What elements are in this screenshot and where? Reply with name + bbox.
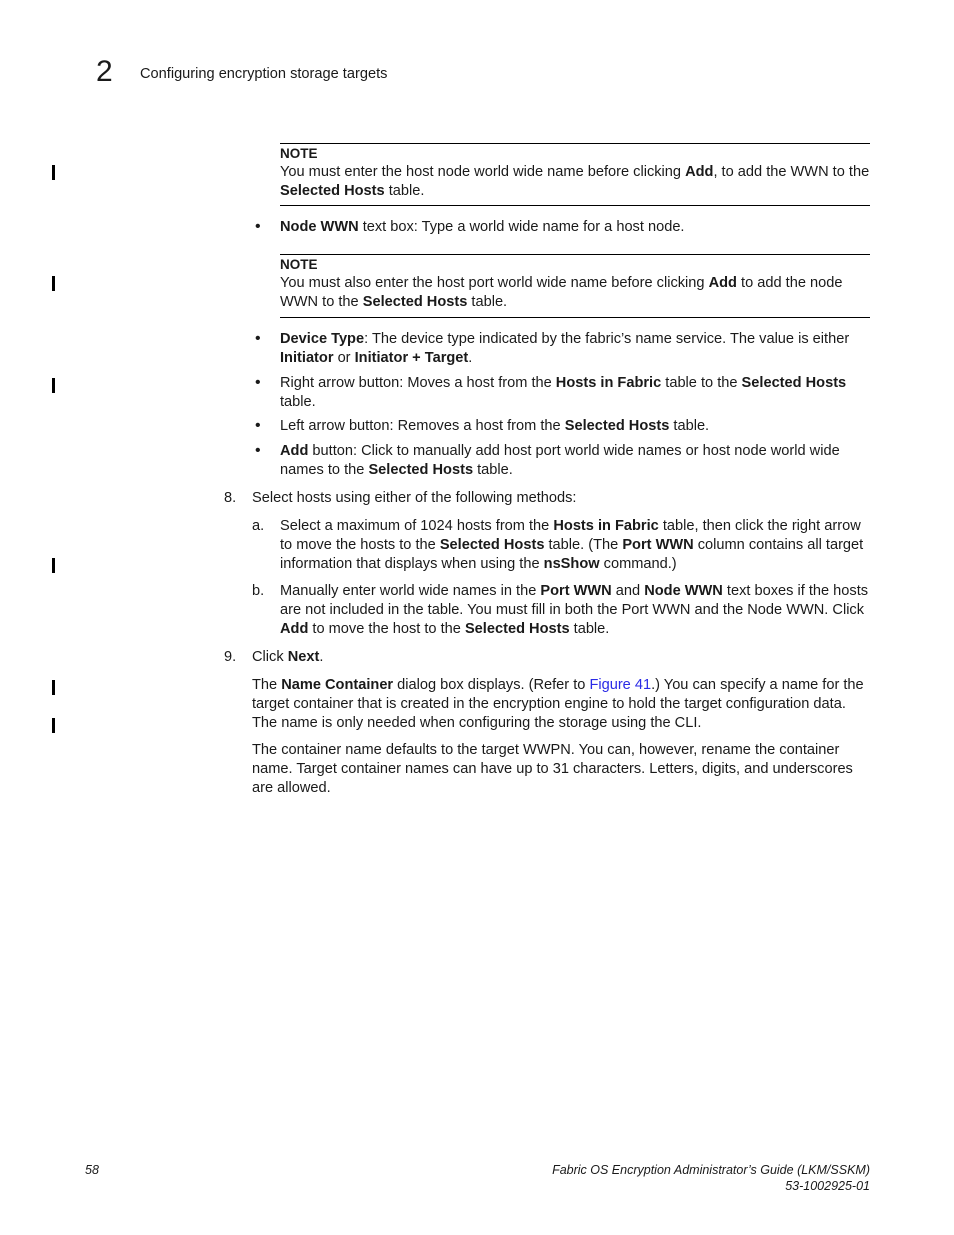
note-text: You must also enter the host port world wide name before clicking Add to add the node WWN to the Selected Hosts table. [280,275,843,310]
change-bar [52,276,55,291]
step-text: Select hosts using either of the following methods: [252,490,577,506]
bullet-icon: • [255,218,261,235]
bullet-icon: • [255,442,261,459]
bullet-add: Add button: Click to manually add host port world wide names or host node world wide names to the Selected Hosts table. [280,443,840,478]
change-bar [52,378,55,393]
bullet-right-arrow: Right arrow button: Moves a host from the Hosts in Fabric table to the Selected Hosts table. [280,375,847,410]
step-number: 8. [224,490,237,506]
step-text: Click Next. [252,649,324,665]
bullet-device-type: Device Type: The device type indicated by the fabric’s name service. The value is either Initiator or Initiator + Target. [280,331,850,366]
doc-number: 53-1002925-01 [785,1179,870,1193]
paragraph: The Name Container dialog box displays. (Refer to Figure 41.) You can specify a name for the target container that is created in the encryption engine to hold the target configuration data. The name is only needed when configuring the storage using the CLI. [252,677,864,731]
bullet-icon: • [255,374,261,391]
chapter-title: Configuring encryption storage targets [140,66,388,82]
substep-b: Manually enter world wide names in the Port WWN and Node WWN text boxes if the hosts are not included in the table. You must fill in both the Port WWN and the Node WWN. Click Add to move the host to the Selected Hosts table. [280,583,869,637]
bullet-node-wwn: Node WWN text box: Type a world wide name for a host node. [280,219,685,235]
substep-a: Select a maximum of 1024 hosts from the Hosts in Fabric table, then click the right arrow to move the hosts to the Selected Hosts table. (The Port WWN column contains all target information that displays when using the nsShow command.) [280,518,864,572]
bullet-icon: • [255,330,261,347]
guide-title: Fabric OS Encryption Administrator’s Guide (LKM/SSKM) [552,1163,870,1177]
note-label: NOTE [280,257,318,272]
note-box [280,143,870,206]
substep-letter: b. [252,583,265,599]
page-number: 58 [85,1163,99,1177]
bullet-left-arrow: Left arrow button: Removes a host from the Selected Hosts table. [280,418,710,434]
note-label: NOTE [280,146,318,161]
footer-doc-info [552,1162,870,1194]
bullet-icon: • [255,417,261,434]
note-text: You must enter the host node world wide name before clicking Add, to add the WWN to the Selected Hosts table. [280,164,870,199]
change-bar [52,680,55,695]
change-bar [52,558,55,573]
note-box [280,254,870,318]
figure-link[interactable]: Figure 41 [589,677,652,693]
change-bar [52,718,55,733]
substep-letter: a. [252,518,265,534]
chapter-number: 2 [96,55,113,88]
step-number: 9. [224,649,237,665]
paragraph: The container name defaults to the target WWPN. You can, however, rename the container name. Target container names can have up to 31 characters. Letters, digits, and underscores are allowed. [252,742,853,796]
change-bar [52,165,55,180]
